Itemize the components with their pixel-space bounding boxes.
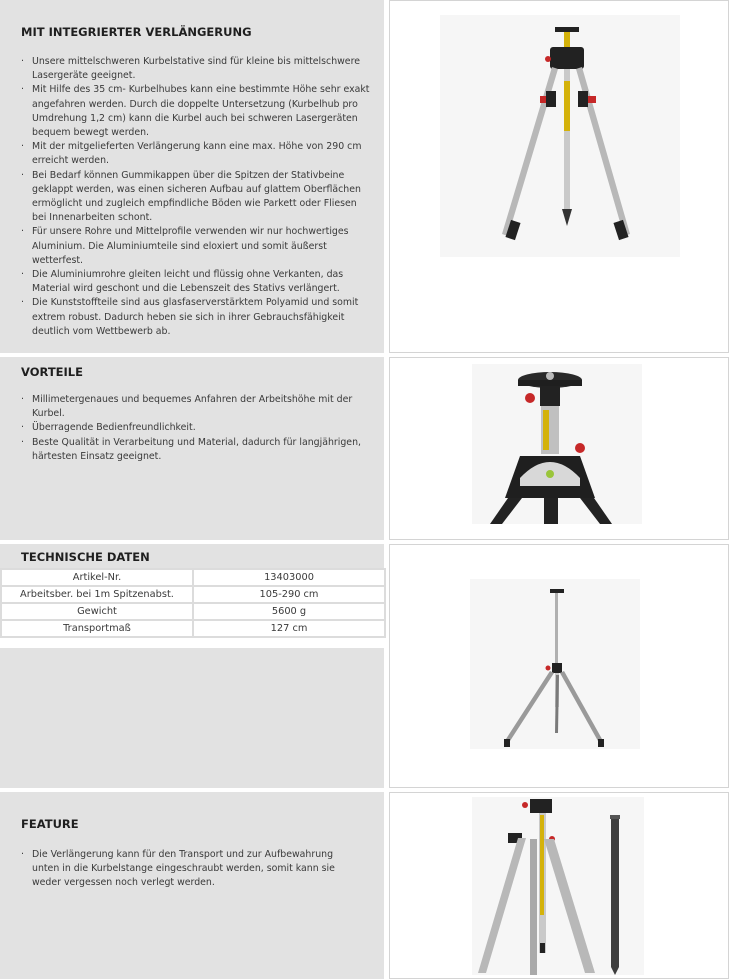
extension-rod-photo (390, 793, 730, 980)
list-item: · Die Kunststoffteile sind aus glasfaserverstärktem Polyamid und somit extrem robust. Dadurch heben sie sich in ihrer Gebrauchsfähigkeit deutlich vom Wettbewerb ab. (21, 296, 371, 339)
table-row (1, 586, 385, 603)
spec-label: Arbeitsber. bei 1m Spitzenabst. (1, 586, 193, 603)
image-panel (389, 357, 729, 540)
bullet-list (21, 848, 361, 891)
spec-value: 5600 g (193, 603, 385, 620)
section-heading: MIT INTEGRIERTER VERLÄNGERUNG (21, 25, 252, 39)
heading-bar (0, 544, 384, 568)
list-item: · Bei Bedarf können Gummikappen über die Spitzen der Stativbeine geklappt werden, was einen sicheren Aufbau auf glattem Oberflächen ermöglicht und zugleich empfindliche Böden wie Parkett oder Fliesen bei Innenarbeiten schont. (21, 169, 371, 226)
spec-label: Gewicht (1, 603, 193, 620)
spec-table (0, 568, 386, 638)
section-heading: FEATURE (21, 817, 79, 831)
bullet-list (21, 55, 371, 339)
spec-value: 105-290 cm (193, 586, 385, 603)
spec-value: 127 cm (193, 620, 385, 637)
tripod-head-photo (390, 358, 730, 541)
section-heading: VORTEILE (21, 365, 83, 379)
list-item: · Unsere mittelschweren Kurbelstative sind für kleine bis mittelschwere Lasergeräte geeignet. (21, 55, 371, 83)
image-panel (389, 0, 729, 353)
table-row (1, 569, 385, 586)
spec-value: 13403000 (193, 569, 385, 586)
section-advantages (0, 357, 730, 540)
tripod-photo (390, 1, 730, 354)
list-item: · Mit Hilfe des 35 cm- Kurbelhubes kann eine bestimmte Höhe sehr exakt angefahren werden. Durch die doppelte Untersetzung (Kurbelhub pro Umdrehung 1,2 cm) kann die Kurbel auch bei schweren Lasergeräten bequem bewegt werden. (21, 83, 371, 140)
list-item: · Mit der mitgelieferten Verlängerung kann eine max. Höhe von 290 cm erreicht werden. (21, 140, 371, 168)
text-panel (0, 792, 384, 979)
image-panel (389, 544, 729, 788)
table-row (1, 620, 385, 637)
table-row (1, 603, 385, 620)
section-heading: TECHNISCHE DATEN (21, 550, 150, 564)
bullet-list (21, 393, 371, 464)
section-technical-data (0, 544, 730, 788)
list-item: · Die Aluminiumrohre gleiten leicht und flüssig ohne Verkanten, das Material wird geschont und die Lebenszeit des Stativs verlängert. (21, 268, 371, 296)
text-panel (0, 357, 384, 540)
image-panel (389, 792, 729, 979)
spec-label: Artikel-Nr. (1, 569, 193, 586)
section-feature (0, 792, 730, 979)
list-item: · Die Verlängerung kann für den Transport und zur Aufbewahrung unten in die Kurbelstange eingeschraubt werden, somit kann sie weder vergessen noch verlegt werden. (21, 848, 361, 891)
list-item: · Millimetergenaues und bequemes Anfahren der Arbeitshöhe mit der Kurbel. (21, 393, 371, 421)
extended-tripod-photo (390, 545, 730, 789)
list-item: · Beste Qualität in Verarbeitung und Material, dadurch für langjährigen, härtesten Einsatz geeignet. (21, 436, 371, 464)
list-item: · Für unsere Rohre und Mittelprofile verwenden wir nur hochwertiges Aluminium. Die Aluminiumteile sind eloxiert und somit äußerst wetterfest. (21, 225, 371, 268)
spacer-panel (0, 648, 384, 788)
text-panel (0, 0, 384, 353)
section-integrated-extension (0, 0, 730, 353)
spec-label: Transportmaß (1, 620, 193, 637)
list-item: · Überragende Bedienfreundlichkeit. (21, 421, 371, 435)
